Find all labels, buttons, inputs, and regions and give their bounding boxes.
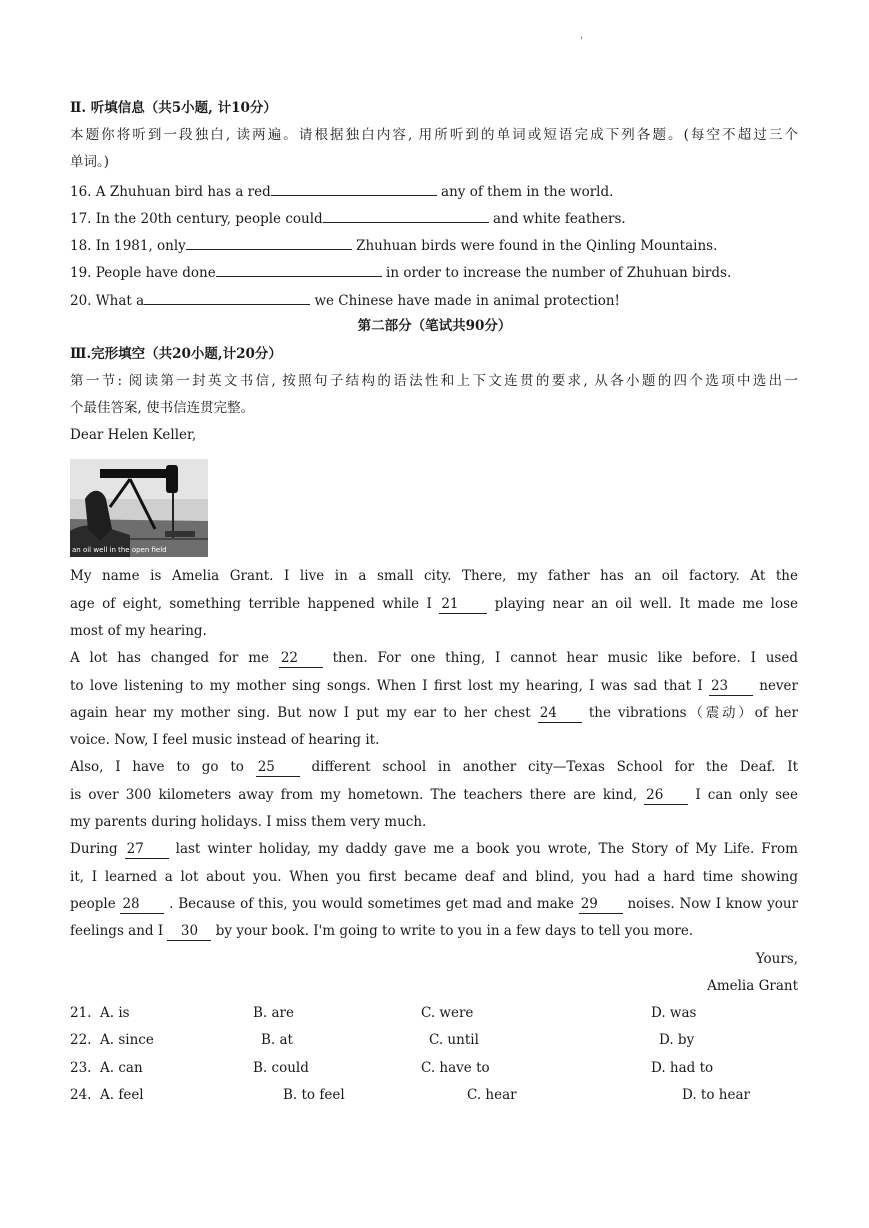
section2-instruction-1: 本题你将听到一段独白, 读两遍。请根据独白内容, 用所听到的单词或短语完成下列各题。(每空不超过三个 bbox=[70, 127, 798, 143]
option-c[interactable]: C. were bbox=[421, 1005, 474, 1021]
answer-blank[interactable] bbox=[186, 235, 352, 250]
text-segment: playing near an oil well. It made me lose bbox=[494, 596, 798, 612]
cloze-blank-28[interactable]: 28 bbox=[120, 895, 164, 914]
letter-p1-line2 bbox=[70, 595, 798, 614]
option-d[interactable]: D. was bbox=[651, 1005, 697, 1021]
option-b[interactable]: B. could bbox=[253, 1060, 309, 1076]
cloze-blank-27[interactable]: 27 bbox=[125, 840, 169, 859]
cloze-blank-24[interactable]: 24 bbox=[538, 704, 582, 723]
item-number: 18. bbox=[70, 238, 92, 254]
item-text-before: What a bbox=[95, 293, 145, 309]
letter-p2-line1 bbox=[70, 649, 798, 668]
item-text-after: we Chinese have made in animal protection! bbox=[310, 293, 620, 309]
letter-p4-line1 bbox=[70, 840, 798, 859]
item-number: 19. bbox=[70, 265, 92, 281]
letter-p3-line3: my parents during holidays. I miss them very much. bbox=[70, 814, 427, 830]
text-segment: I can only see bbox=[695, 787, 799, 803]
section2-instruction-2: 单词。) bbox=[70, 154, 110, 170]
text-segment: again hear my mother sing. But now I put my ear to her chest bbox=[70, 705, 531, 721]
item-number: 20. bbox=[70, 293, 92, 309]
item-text-after: Zhuhuan birds were found in the Qinling Mountains. bbox=[351, 238, 718, 254]
letter-p2-line3 bbox=[70, 704, 798, 723]
option-d[interactable]: D. to hear bbox=[682, 1087, 750, 1103]
option-c[interactable]: C. have to bbox=[421, 1060, 490, 1076]
letter-p2-line4: voice. Now, I feel music instead of hearing it. bbox=[70, 732, 380, 748]
listening-item-19 bbox=[70, 262, 731, 282]
text-segment: the vibrations（震动）of her bbox=[588, 705, 798, 721]
letter-p1-line1: My name is Amelia Grant. I live in a small city. There, my father has an oil factory. At the bbox=[70, 568, 798, 584]
item-text-after: and white feathers. bbox=[488, 211, 626, 227]
text-segment: Also, I have to go to bbox=[70, 759, 244, 775]
cloze-blank-22[interactable]: 22 bbox=[279, 649, 323, 668]
text-segment: different school in another city—Texas School for the Deaf. It bbox=[311, 759, 799, 775]
answer-blank[interactable] bbox=[144, 290, 310, 305]
option-number: 23. bbox=[70, 1060, 92, 1076]
text-segment: last winter holiday, my daddy gave me a book you wrote, The Story of My Life. From bbox=[175, 841, 798, 857]
cloze-blank-21[interactable]: 21 bbox=[439, 595, 487, 614]
listening-item-20 bbox=[70, 290, 620, 310]
section3-instruction-1: 第一节: 阅读第一封英文书信, 按照句子结构的语法性和上下文连贯的要求, 从各小题的四个选项中选出一 bbox=[70, 373, 798, 389]
option-d[interactable]: D. had to bbox=[651, 1060, 714, 1076]
option-number: 21. bbox=[70, 1005, 92, 1021]
option-b[interactable]: B. at bbox=[261, 1032, 293, 1048]
listening-item-16 bbox=[70, 181, 613, 201]
letter-p4-line3 bbox=[70, 895, 798, 914]
answer-blank[interactable] bbox=[271, 181, 437, 196]
item-number: 16. bbox=[70, 184, 92, 200]
letter-p4-line4 bbox=[70, 922, 693, 941]
option-number: 24. bbox=[70, 1087, 92, 1103]
item-number: 17. bbox=[70, 211, 92, 227]
item-text-after: in order to increase the number of Zhuhuan birds. bbox=[381, 265, 732, 281]
option-a[interactable]: A. is bbox=[100, 1005, 130, 1021]
letter-p1-line3: most of my hearing. bbox=[70, 623, 207, 639]
listening-item-17 bbox=[70, 208, 626, 228]
text-segment: to love listening to my mother sing songs. When I first lost my hearing, I was sad that I bbox=[70, 678, 703, 694]
option-a[interactable]: A. feel bbox=[100, 1087, 144, 1103]
text-segment: . Because of this, you would sometimes get mad and make bbox=[169, 896, 574, 912]
section3-instruction-2: 个最佳答案, 使书信连贯完整。 bbox=[70, 400, 255, 416]
item-text-before: People have done bbox=[95, 265, 216, 281]
item-text-before: In 1981, only bbox=[95, 238, 186, 254]
option-a[interactable]: A. can bbox=[100, 1060, 143, 1076]
letter-p3-line1 bbox=[70, 758, 798, 777]
section3-title: Ⅲ.完形填空（共20小题,计20分） bbox=[70, 346, 282, 362]
text-segment: During bbox=[70, 841, 118, 857]
cloze-blank-30[interactable]: 30 bbox=[167, 922, 211, 941]
text-segment: by your book. I'm going to write to you in a few days to tell you more. bbox=[215, 923, 694, 939]
letter-greeting: Dear Helen Keller, bbox=[70, 427, 197, 443]
option-c[interactable]: C. hear bbox=[467, 1087, 517, 1103]
text-segment: noises. Now I know your bbox=[627, 896, 798, 912]
item-text-before: A Zhuhuan bird has a red bbox=[95, 184, 271, 200]
letter-p3-line2 bbox=[70, 786, 798, 805]
cloze-blank-29[interactable]: 29 bbox=[579, 895, 623, 914]
option-d[interactable]: D. by bbox=[659, 1032, 695, 1048]
listening-item-18 bbox=[70, 235, 717, 255]
photo-caption: an oil well in the open field bbox=[72, 546, 167, 554]
cloze-blank-23[interactable]: 23 bbox=[709, 677, 753, 696]
text-segment: is over 300 kilometers away from my hometown. The teachers there are kind, bbox=[70, 787, 638, 803]
answer-blank[interactable] bbox=[323, 208, 489, 223]
cloze-blank-25[interactable]: 25 bbox=[256, 758, 300, 777]
oil-well-illustration bbox=[70, 459, 208, 557]
text-segment: never bbox=[759, 678, 799, 694]
text-segment: A lot has changed for me bbox=[70, 650, 269, 666]
item-text-after: any of them in the world. bbox=[436, 184, 614, 200]
text-segment: then. For one thing, I cannot hear music like before. I used bbox=[332, 650, 798, 666]
text-segment: age of eight, something terrible happened while I bbox=[70, 596, 432, 612]
top-mark: ' bbox=[580, 36, 583, 47]
option-a[interactable]: A. since bbox=[100, 1032, 154, 1048]
oil-well-photo bbox=[70, 459, 208, 557]
letter-p2-line2 bbox=[70, 677, 798, 696]
option-b[interactable]: B. are bbox=[253, 1005, 294, 1021]
option-number: 22. bbox=[70, 1032, 92, 1048]
letter-closing: Yours, bbox=[755, 951, 798, 967]
text-segment: people bbox=[70, 896, 116, 912]
answer-blank[interactable] bbox=[216, 262, 382, 277]
cloze-blank-26[interactable]: 26 bbox=[644, 786, 688, 805]
item-text-before: In the 20th century, people could bbox=[95, 211, 323, 227]
section2-title: Ⅱ. 听填信息（共5小题, 计10分） bbox=[70, 100, 277, 116]
part2-title: 第二部分（笔试共90分） bbox=[357, 318, 512, 334]
option-c[interactable]: C. until bbox=[429, 1032, 479, 1048]
text-segment: feelings and I bbox=[70, 923, 164, 939]
letter-signature: Amelia Grant bbox=[707, 978, 798, 994]
letter-p4-line2: it, I learned a lot about you. When you first became deaf and blind, you had a hard time showing bbox=[70, 869, 798, 885]
option-b[interactable]: B. to feel bbox=[283, 1087, 345, 1103]
